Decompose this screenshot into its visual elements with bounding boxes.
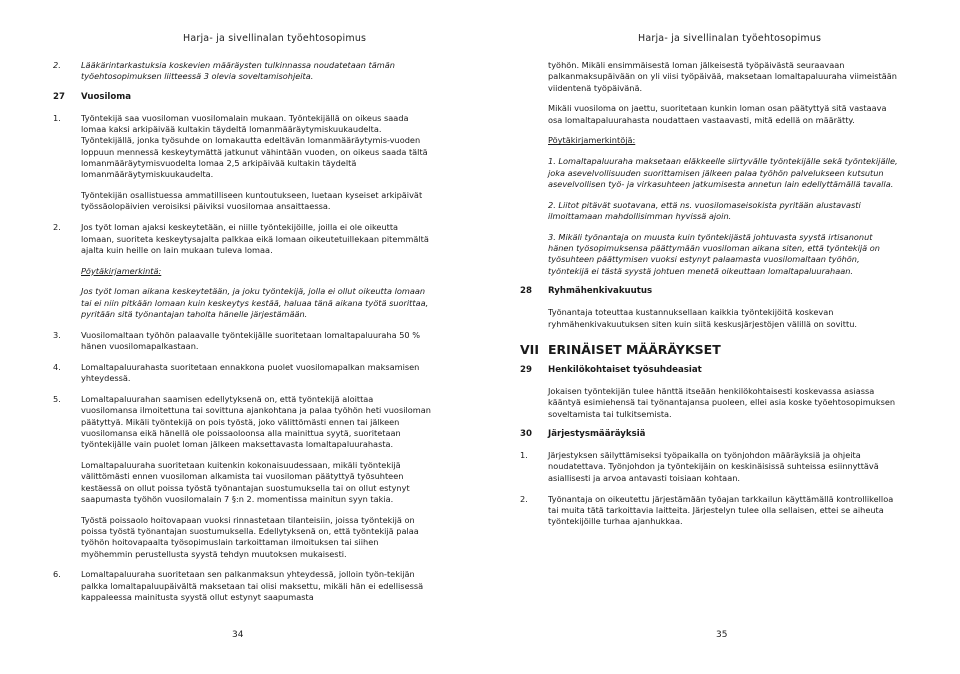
- item-number: 1.: [53, 112, 61, 123]
- item-text: Lääkärintarkastuksia koskevien määräysten tulkinnassa noudatetaan tämän työehtosopimuksen liitteessä 3 olevia soveltamisohjeita.: [81, 60, 395, 82]
- section-title: Vuosiloma: [81, 92, 132, 103]
- item-text: Jos työt loman ajaksi keskeytetään, ei niille työntekijöille, joilla ei ole oikeutta lomaan, suoriteta keskeytysajalta palkkaa eikä lomaan oikeutetuillekaan pitemmältä ajalta kuin heille on lain mukaan tuleva lomaa.: [81, 222, 429, 255]
- item-number: 3.: [53, 329, 61, 340]
- note-text: Jos työt loman aikana keskeytetään, ja joku työntekijä, jolla ei ollut oikeutta lomaan tai ei niin pitkään lomaan kuin keskeytys kestää, haluaa tänä aikana työtä suorittaa, pyritään sitä työnantajan taholta hänelle järjestämään.: [81, 286, 429, 320]
- list-item: [53, 60, 431, 83]
- note-text: Mikäli työnantaja on muusta kuin työntekijästä johtuvasta syystä irtisanonut hänen työsopimuksensa päättymään vuosiloman aikana siten, että työntekijä on työsuhteen päättymisen vuoksi estynyt palaamasta vuosilomaltaan työhön, työntekijä ei tästä syystä johtuen menetä oikeuttaan lomaltapaluurahaan.: [548, 231, 881, 276]
- section-title: Järjestysmääräyksiä: [548, 429, 646, 440]
- note-label: Pöytäkirjamerkintä:: [81, 265, 162, 276]
- paragraph: Työstä poissaolo hoitovapaan vuoksi rinnastetaan tilanteisiin, joissa työntekijä on poissa työstä työnantajan suostumuksella. Edellytyksenä on, että työntekijä palaa työhön hoitovapaalta työsopimuslain tarkoittaman ilmoituksen tai siihen myöhemmin perustellusta syystä tehdyn muutoksen mukaisesti.: [81, 514, 419, 559]
- running-header: Harja- ja sivellinalan työehtosopimus: [183, 33, 367, 44]
- item-number: 6.: [53, 569, 61, 580]
- section-number: 28: [520, 286, 532, 297]
- list-item: [53, 569, 431, 603]
- list-item: [53, 394, 431, 450]
- item-text: Lomaltapaluuraha suoritetaan sen palkanmaksun yhteydessä, jolloin työn-tekijän palkka lomaltapaluupäivältä maksetaan tai olisi maksettu, mikäli hän ei edellisessä kappaleessa mainitusta syystä ollut estynyt saapumasta: [81, 569, 424, 602]
- section-heading-28: [520, 286, 898, 297]
- item-number: 1.: [520, 450, 528, 461]
- list-item: [53, 362, 431, 385]
- section-title: Ryhmähenkivakuutus: [548, 286, 653, 297]
- chapter-title: ERINÄISET MÄÄRÄYKSET: [548, 341, 721, 357]
- paragraph: työhön. Mikäli ensimmäisestä loman jälkeisestä työpäivästä seuraavaan palkanmaksupäivään on yli viisi työpäivää, maksetaan lomaltapaluuraha viimeistään viidentenä työpäivänä.: [548, 60, 897, 93]
- page-body: [520, 60, 898, 527]
- list-item: [53, 113, 431, 181]
- item-text: Vuosilomaltaan työhön palaavalle työntekijälle suoritetaan lomaltapaluuraha 50 % hänen vuosilomapalkastaan.: [81, 329, 421, 352]
- list-item: [520, 450, 898, 484]
- paragraph: Jokaisen työntekijän tulee hänttä itseään henkilökohtaisesti koskevassa asiassa kääntyä esimiehensä tai työnantajansa puoleen, ellei asia koske työehtosopimuksen soveltamista tai tulkitsemista.: [548, 385, 896, 419]
- list-item: [53, 222, 431, 256]
- paragraph: Työnantaja toteuttaa kustannuksellaan kaikkia työntekijöitä koskevan ryhmähenkivakuutuksen siten kuin siitä keskusjärjestöjen välillä on sovittu.: [548, 307, 858, 329]
- item-text: Järjestyksen säilyttämiseksi työpaikalla on työnjohdon määräyksiä ja ohjeita noudatettava. Työnjohdon ja työntekijäin on keskinäisissä suhteissa esiinnyttävä asiallisesti ja arvoa antavasti toisiaan kohtaan.: [548, 450, 879, 483]
- item-number: 2.: [53, 222, 61, 233]
- paragraph: Työntekijän osallistuessa ammatilliseen kuntoutukseen, luetaan kyseiset arkipäivät työssäolopäivien veroisiksi päiviksi vuosilomaa ansaittaessa.: [81, 190, 423, 212]
- note-item: [520, 156, 898, 190]
- paragraph: Lomaltapaluuraha suoritetaan kuitenkin kokonaisuudessaan, mikäli työntekijä välittömästi ennen vuosiloman alkamista tai vuosiloman päätyttyä työsuhteen kestäessä on ollut poissa työstä työnantajan suostumuksella tai on ollut estynyt saapumasta työhön vuosilomalain 7 §:n 2. momentissa mainitun syyn takia.: [81, 460, 410, 504]
- section-heading-30: [520, 429, 898, 440]
- list-item: [520, 494, 898, 528]
- chapter-number: VII: [520, 341, 539, 357]
- running-header: Harja- ja sivellinalan työehtosopimus: [638, 33, 822, 44]
- page-number: 35: [716, 630, 728, 640]
- note-number: 1.: [548, 156, 556, 167]
- note-number: 2.: [548, 199, 556, 210]
- section-heading-29: [520, 365, 898, 376]
- note-item: [520, 232, 898, 277]
- item-number: 4.: [53, 361, 61, 372]
- item-number: 2.: [53, 60, 61, 70]
- section-number: 29: [520, 365, 532, 376]
- paragraph: Mikäli vuosiloma on jaettu, suoritetaan kunkin loman osan päätyttyä sitä vastaava osa lomaltapaluurahasta noudattaen vastaavasti, mitä edellä on määrätty.: [548, 103, 887, 125]
- section-number: 27: [53, 92, 65, 103]
- section-heading-27: [53, 92, 431, 103]
- chapter-heading: [520, 341, 898, 357]
- page-body: [53, 60, 431, 603]
- section-title: Henkilökohtaiset työsuhdeasiat: [548, 365, 702, 376]
- note-text: Lomaltapaluuraha maksetaan eläkkeelle siirtyvälle työntekijälle sekä työntekijälle, joka asevelvollisuuden suorittamisen jälkeen palaa työhön palvelukseen kutsutun asevelvollisen työ- ja virkasuhteen jatkumisesta annetun lain edellyttämällä tavalla.: [548, 156, 898, 189]
- item-text: Työntekijä saa vuosiloman vuosilomalain mukaan. Työntekijällä on oikeus saada lomaa kaksi arkipäivää kultakin täydeltä lomanmääräytymiskuukaudelta. Työntekijällä, jonka työsuhde on lomakautta edeltävän lomanmääräytymis-vuoden loppuun mennessä keskeytymättä jatkunut vähintään vuoden, on oikeus saada tältä lomanmääräytymisvuodelta lomaa 2,5 arkipäivää kultakin täydeltä lomanmääräytymiskuukaudelta.: [81, 112, 428, 180]
- item-number: 2.: [520, 493, 528, 504]
- list-item: [53, 330, 431, 353]
- note-number: 3.: [548, 231, 556, 242]
- page-35: [480, 0, 960, 674]
- notes-label: Pöytäkirjamerkintöjä:: [548, 135, 636, 146]
- item-number: 5.: [53, 394, 61, 405]
- note-item: [520, 200, 898, 223]
- page-number: 34: [232, 630, 244, 640]
- item-text: Lomaltapaluurahan saamisen edellytyksenä on, että työntekijä aloittaa vuosilomansa ilmoitettuna tai sovittuna ajankohtana ja palaa työhön heti vuosiloman päätyttyä. Mikäli työntekijä on pois työstä, joko välittömästi ennen tai jälkeen vuosilomansa eikä hänellä ole poissaoloonsa alla mainittua syytä, suoritetaan työntekijälle vain puolet loman jälkeen maksettavasta lomaltapaluurahasta.: [81, 394, 431, 450]
- section-number: 30: [520, 429, 532, 440]
- item-text: Lomaltapaluurahasta suoritetaan ennakkona puolet vuosilomapalkan maksamisen yhteydessä.: [81, 361, 420, 384]
- item-text: Työnantaja on oikeutettu järjestämään työajan tarkkailun käyttämällä kontrollikelloa tai muita tätä tarkoittavia laitteita. Järjestelyn tulee olla sellaisen, ettei se aiheuta työntekijöille turhaa ajanhukkaa.: [548, 493, 894, 527]
- note-text: Liitot pitävät suotavana, että ns. vuosilomaseisokista pyritään alustavasti ilmoittamaan mahdollisimman hyvissä ajoin.: [548, 199, 861, 221]
